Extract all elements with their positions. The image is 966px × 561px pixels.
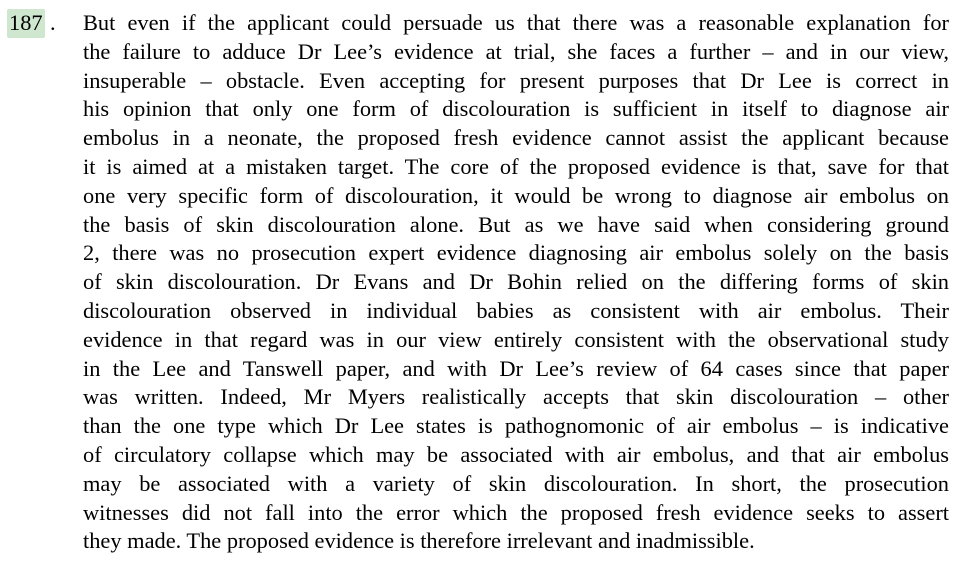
paragraph-line: of skin discolouration. Dr Evans and Dr Bohin relied on the differing forms of skin [83,269,949,295]
paragraph-number-suffix: . [50,10,56,35]
paragraph-number: 187 [7,9,45,38]
paragraph-body [83,9,949,556]
paragraph-line: the basis of skin discolouration alone. But as we have said when considering ground [83,211,949,237]
paragraph-line: witnesses did not fall into the error which the proposed fresh evidence seeks to assert [83,499,949,525]
paragraph-line: it is aimed at a mistaken target. The core of the proposed evidence is that, save for that [83,153,949,179]
paragraph-line: evidence in that regard was in our view entirely consistent with the observational study [83,326,949,352]
paragraph-line: may be associated with a variety of skin discolouration. In short, the prosecution [83,470,949,496]
paragraph-line: insuperable – obstacle. Even accepting for present purposes that Dr Lee is correct in [83,67,949,93]
paragraph-line: his opinion that only one form of discolouration is sufficient in itself to diagnose air [83,96,949,122]
paragraph-line: the failure to adduce Dr Lee’s evidence at trial, she faces a further – and in our view, [83,38,949,64]
paragraph-line: in the Lee and Tanswell paper, and with Dr Lee’s review of 64 cases since that paper [83,355,949,381]
paragraph-line: But even if the applicant could persuade us that there was a reasonable explanation for [83,10,949,35]
paragraph-line: one very specific form of discolouration, it would be wrong to diagnose air embolus on [83,182,949,208]
paragraph-line: than the one type which Dr Lee states is pathognomonic of air embolus – is indicative [83,413,949,439]
paragraph-line: was written. Indeed, Mr Myers realistically accepts that skin discolouration – other [83,384,949,410]
paragraph-line: 2, there was no prosecution expert evidence diagnosing air embolus solely on the basis [83,240,949,266]
paragraph-line: discolouration observed in individual babies as consistent with air embolus. Their [83,297,949,323]
paragraph-line: of circulatory collapse which may be associated with air embolus, and that air embolus [83,441,949,467]
paragraph-line: embolus in a neonate, the proposed fresh evidence cannot assist the applicant because [83,125,949,151]
paragraph-line: they made. The proposed evidence is therefore irrelevant and inadmissible. [83,528,755,554]
